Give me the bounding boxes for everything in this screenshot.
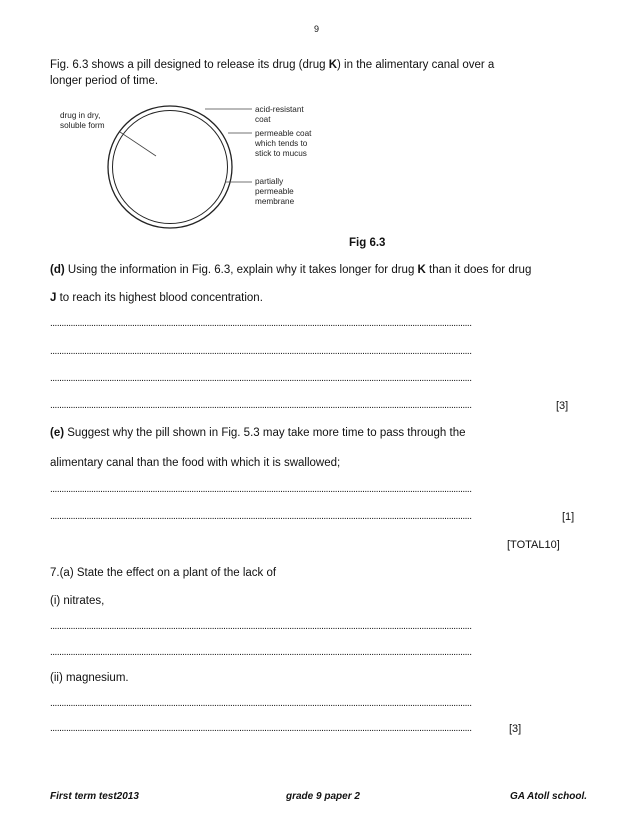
answer-line[interactable]: ......................................................................................................................................................................................... [50,346,472,357]
answer-line[interactable]: ......................................................................................................................................................................................... [50,400,472,411]
intro-line-1 [50,58,494,72]
label-perm-1: permeable coat [255,129,312,138]
answer-line[interactable]: ......................................................................................................................................................................................... [50,698,472,709]
label-perm-2: which tends to [255,139,308,148]
answer-line[interactable]: ......................................................................................................................................................................................... [50,723,472,734]
marks-e: [1] [562,511,575,523]
label-acid-2: coat [255,115,271,124]
question-7-part-ii: (ii) magnesium. [50,672,129,684]
answer-line[interactable]: ......................................................................................................................................................................................... [50,647,472,658]
drug-pointer-line [120,132,156,156]
drug-j-ref: J [50,292,57,304]
label-perm-3: stick to mucus [255,149,307,158]
footer-left: First term test2013 [50,791,139,802]
label-part-2: permeable [255,187,294,196]
answer-line[interactable]: ......................................................................................................................................................................................... [50,511,472,522]
answer-line[interactable]: ......................................................................................................................................................................................... [50,484,472,495]
question-d-text-end: to reach its highest blood concentration. [56,292,263,304]
marks-7: [3] [509,723,522,735]
intro-line-2: longer period of time. [50,75,159,87]
question-d-text-cont: than it does for drug [425,264,532,276]
question-d-label: (d) [50,264,65,276]
question-e-line-2: alimentary canal than the food with which it is swallowed; [50,457,341,469]
question-d-line-1 [50,263,531,277]
question-d-text: Using the information in Fig. 6.3, explain why it takes longer for drug [64,264,418,276]
label-part-3: membrane [255,197,295,206]
figure-caption: Fig 6.3 [349,237,386,249]
label-drug-2: soluble form [60,121,105,130]
outer-coat-ring [108,106,232,228]
drug-k-label: K [328,59,338,71]
answer-line[interactable]: ......................................................................................................................................................................................... [50,318,472,329]
answer-line[interactable]: ......................................................................................................................................................................................... [50,621,472,632]
footer-right: GA Atoll school. [510,791,588,802]
inner-membrane-ring [113,111,228,224]
pill-figure [60,96,350,234]
label-drug-1: drug in dry, [60,111,101,120]
label-part-1: partially [255,177,284,186]
question-7-stem: 7.(a) State the effect on a plant of the lack of [50,567,277,579]
question-d-line-2 [50,291,263,305]
total-marks: [TOTAL10] [507,539,560,551]
question-e-label: (e) [50,427,65,439]
marks-d: [3] [556,400,569,412]
question-e-text: Suggest why the pill shown in Fig. 5.3 may take more time to pass through the [64,427,466,439]
drug-k-ref: K [417,264,426,276]
label-acid-1: acid-resistant [255,105,304,114]
footer-center: grade 9 paper 2 [286,791,360,802]
page-number: 9 [314,24,320,34]
question-e-line-1 [50,426,466,440]
intro-text-cont: ) in the alimentary canal over a [337,59,495,71]
answer-line[interactable]: ......................................................................................................................................................................................... [50,373,472,384]
question-7-part-i: (i) nitrates, [50,595,105,607]
intro-text: Fig. 6.3 shows a pill designed to release its drug (drug [50,59,329,71]
